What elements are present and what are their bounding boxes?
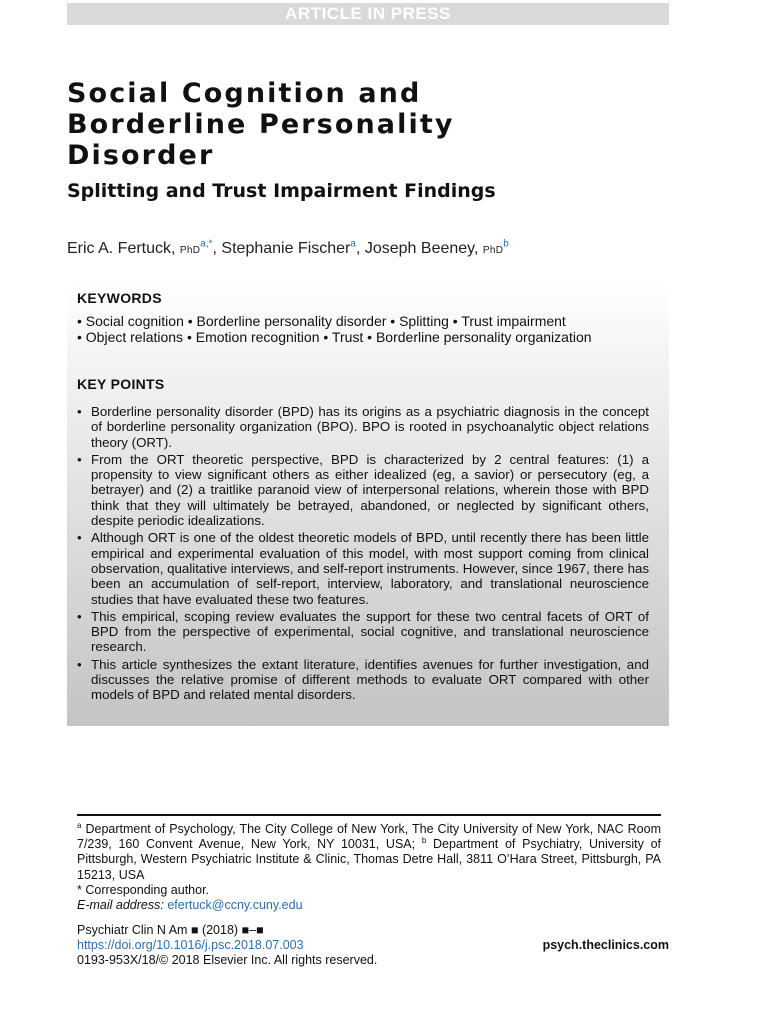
key-point-text: From the ORT theoretic perspective, BPD is characterized by 2 central features: (1) a propensity to view significant others as either idealized (eg, a savior) or persecutory (eg, a betrayer) and (2) a traitlike paranoid view of interpersonal relations, wherein those with BPD think that they will ultimately be betrayed, abandoned, or neglected by significant others, despite periodic idealizations. (91, 451, 649, 529)
article-subtitle: Splitting and Trust Impairment Findings (67, 180, 496, 202)
key-points-heading: KEY POINTS (77, 376, 165, 392)
affiliation-text: Department of Psychiatry, University of Pittsburgh, Western Psychiatric Institute & Clinic, Thomas Detre Hall, 3811 O’Hara Street, Pittsburgh, PA 15213, USA (77, 837, 662, 882)
key-point-text: Borderline personality disorder (BPD) has its origins as a psychiatric diagnosis in the concept of borderline personality organization (BPO). BPO is rooted in psychoanalytic object relations theory (ORT). (91, 404, 649, 450)
key-point (77, 657, 649, 703)
bullet-icon: • (77, 608, 82, 624)
key-point (77, 609, 649, 655)
author-affiliation-mark[interactable]: a (350, 238, 356, 250)
affiliation-mark: a (77, 820, 82, 830)
key-point (77, 404, 649, 450)
article-title (67, 78, 667, 171)
author-separator: , (212, 240, 217, 257)
author-name: Stephanie Fischer (221, 240, 351, 257)
corresponding-author-note: * Corresponding author. (77, 883, 210, 897)
journal-website[interactable]: psych.theclinics.com (542, 938, 669, 952)
key-point (77, 452, 649, 528)
key-point-text: This empirical, scoping review evaluates the support for these two central facets of ORT of BPD from the perspective of experimental, social cognitive, and translational neuroscience research. (91, 608, 649, 655)
affiliation-text: Department of Psychology, The City College of New York, The City University of New York, NAC Room 7/239, 160 Convent Avenue, New York, NY 10031, USA; (77, 822, 661, 852)
affiliation-mark: b (421, 836, 427, 846)
bullet-icon: • (77, 451, 82, 467)
key-point-text: Although ORT is one of the oldest theoretic models of BPD, until recently there has been little empirical and experimental evaluation of this model, with most support coming from clinical observation, qualitative interviews, and self-report instruments. However, since 1967, there has been an accumulation of self-report, interview, laboratory, and translational neuroscience studies that have evaluated these two features. (91, 530, 650, 607)
doi-link[interactable]: https://doi.org/10.1016/j.psc.2018.07.003 (77, 938, 304, 952)
email-link[interactable]: efertuck@ccny.cuny.edu (167, 898, 303, 912)
author-degree: PhD (482, 245, 504, 256)
title-line: Disorder (67, 140, 215, 171)
key-points-list (77, 404, 649, 705)
article-in-press-banner: ARTICLE IN PRESS (67, 3, 669, 25)
author-affiliation-mark[interactable]: b (503, 238, 509, 250)
author-separator: , (355, 240, 361, 257)
email-line (77, 898, 303, 913)
keywords-line: • Object relations • Emotion recognition • Trust • Borderline personality organization (77, 329, 592, 345)
keywords-line: • Social cognition • Borderline personality disorder • Splitting • Trust impairment (77, 313, 566, 329)
bullet-icon: • (77, 656, 82, 672)
copyright-line: 0193-953X/18/© 2018 Elsevier Inc. All rights reserved. (77, 953, 378, 967)
bullet-icon: • (77, 404, 82, 419)
author-affiliation-mark[interactable]: a,* (200, 238, 213, 250)
abstract-box (67, 282, 669, 726)
title-line: Borderline Personality (67, 109, 455, 140)
email-label: E-mail address: (77, 898, 164, 912)
bullet-icon: • (77, 530, 82, 546)
keywords-heading: KEYWORDS (77, 290, 162, 306)
author-name: Eric A. Fertuck, (67, 240, 176, 257)
affiliations-footnote (77, 822, 661, 883)
author-list (67, 237, 509, 263)
key-point-text: This article synthesizes the extant literature, identifies avenues for further investigation, and discusses the relative promise of different methods to evaluate ORT compared with other models of BPD and related mental disorders. (91, 656, 649, 703)
author-degree: PhD (179, 245, 201, 256)
footnote-divider (77, 814, 661, 816)
title-line: Social Cognition and (67, 78, 422, 109)
key-point (77, 530, 649, 606)
journal-citation: Psychiatr Clin N Am ■ (2018) ■–■ (77, 923, 264, 937)
author-name: Joseph Beeney, (364, 240, 479, 257)
